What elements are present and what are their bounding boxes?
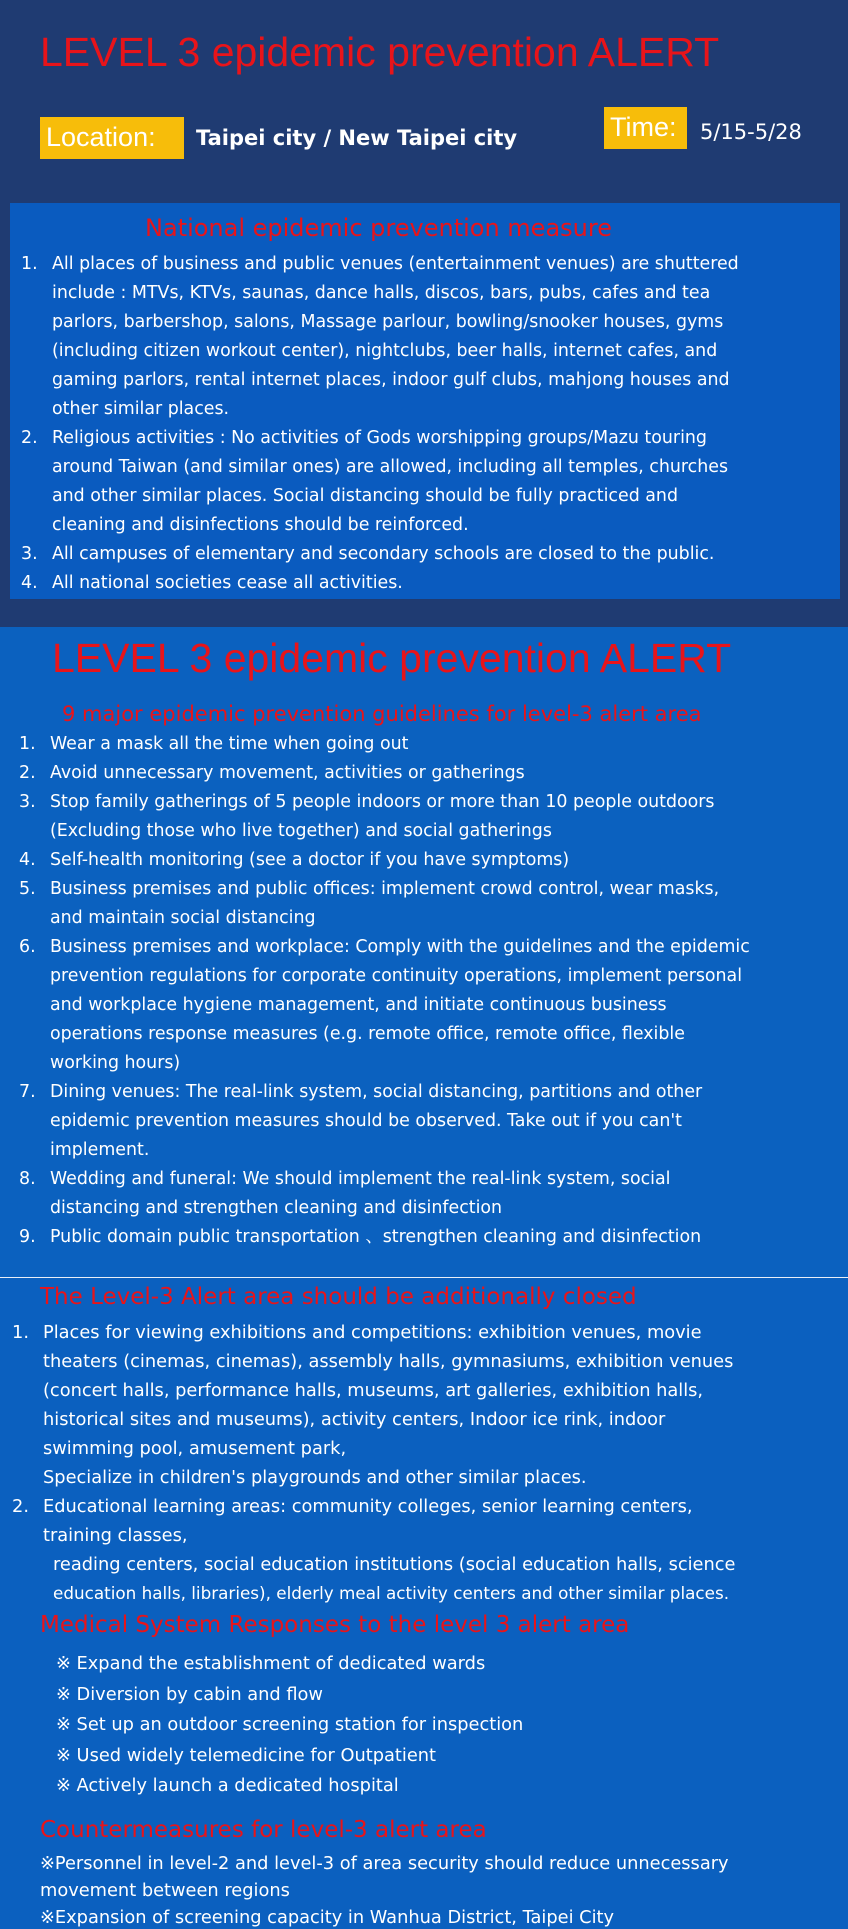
item-number: 1. [19,734,36,754]
national-measures-list [21,250,836,598]
list-item [21,250,836,424]
item-line: Wedding and funeral: We should implement the real-link system, social [50,1169,671,1189]
item-line: reading centers, social education institutions (social education halls, science [53,1554,736,1575]
item-line: Public domain public transportation 、strengthen cleaning and disinfection [50,1227,702,1247]
guidelines-title: 9 major epidemic prevention guidelines for level-3 alert area [62,702,702,726]
location-value: Taipei city / New Taipei city [196,126,518,150]
item-line: distancing and strengthen cleaning and disinfection [50,1198,503,1218]
item-number: 4. [21,573,38,593]
item-line: training classes, [43,1525,188,1546]
item-line: epidemic prevention measures should be observed. Take out if you can't [50,1111,682,1131]
countermeasures-title: Countermeasures for level-3 alert area [40,1817,487,1843]
item-line: education halls, libraries), elderly meal activity centers and other similar places. [53,1583,730,1603]
item-number: 1. [21,254,38,274]
item-line: around Taiwan (and similar ones) are allowed, including all temples, churches [52,457,728,477]
item-line: theaters (cinemas, cinemas), assembly halls, gymnasiums, exhibition venues [43,1351,734,1372]
list-item: ※Personnel in level-2 and level-3 of area security should reduce unnecessary [40,1853,729,1874]
item-line: Religious activities : No activities of Gods worshipping groups/Mazu touring [52,428,707,448]
item-line: Stop family gatherings of 5 people indoors or more than 10 people outdoors [50,792,715,812]
list-item: movement between regions [40,1880,290,1901]
item-line: implement. [50,1140,150,1160]
time-label: Time: [604,107,687,149]
list-item [19,875,835,933]
medical-responses-list [56,1649,523,1802]
item-number: 1. [12,1322,29,1343]
item-number: 2. [19,763,36,783]
list-item [19,846,835,875]
item-number: 5. [19,879,36,899]
item-number: 9. [19,1227,36,1247]
item-line: and maintain social distancing [50,908,316,928]
item-line: Self-health monitoring (see a doctor if you have symptoms) [50,850,570,870]
medical-responses-title: Medical System Responses to the level 3 alert area [40,1612,630,1638]
item-line: historical sites and museums), activity centers, Indoor ice rink, indoor [43,1409,666,1430]
item-number: 3. [19,792,36,812]
item-line: (Excluding those who live together) and social gatherings [50,821,552,841]
list-item [12,1492,842,1608]
item-line: Avoid unnecessary movement, activities or gatherings [50,763,525,783]
item-line: Business premises and workplace: Comply with the guidelines and the epidemic [50,937,750,957]
list-item [19,1165,835,1223]
countermeasures-list [40,1850,840,1929]
list-item [19,1223,835,1252]
guidelines-list [19,730,835,1252]
item-line: All campuses of elementary and secondary schools are closed to the public. [52,544,715,564]
list-item: ※ Actively launch a dedicated hospital [56,1775,399,1796]
list-item [19,788,835,846]
list-item: ※ Used widely telemedicine for Outpatient [56,1744,437,1766]
list-item [12,1318,842,1492]
item-line: and workplace hygiene management, and initiate continuous business [50,995,667,1015]
item-line: include : MTVs, KTVs, saunas, dance halls, discos, bars, pubs, cafes and tea [52,283,711,303]
item-line: (concert halls, performance halls, museums, art galleries, exhibition halls, [43,1380,704,1401]
item-line: (including citizen workout center), nightclubs, beer halls, internet cafes, and [52,341,718,361]
item-line: cleaning and disinfections should be reinforced. [52,515,469,535]
closed-areas-title: The Level-3 Alert area should be additionally closed [40,1284,637,1310]
national-measures-title: National epidemic prevention measure [145,214,612,242]
item-line: gaming parlors, rental internet places, indoor gulf clubs, mahjong houses and [52,370,730,390]
item-line: operations response measures (e.g. remote office, remote office, flexible [50,1024,685,1044]
item-line: prevention regulations for corporate continuity operations, implement personal [50,966,743,986]
item-line: Educational learning areas: community colleges, senior learning centers, [43,1496,693,1517]
list-item [19,933,835,1078]
item-number: 3. [21,544,38,564]
item-line: and other similar places. Social distancing should be fully practiced and [52,486,678,506]
list-item [21,540,836,569]
item-line: All places of business and public venues (entertainment venues) are shuttered [52,254,739,274]
item-line: swimming pool, amusement park, [43,1438,347,1459]
item-number: 2. [21,428,38,448]
item-number: 7. [19,1082,36,1102]
item-line: Specialize in children's playgrounds and other similar places. [43,1467,587,1488]
item-line: working hours) [50,1053,181,1073]
item-line: Dining venues: The real-link system, social distancing, partitions and other [50,1082,703,1102]
list-item: ※Expansion of screening capacity in Wanhua District, Taipei City [40,1907,615,1928]
list-item: ※ Set up an outdoor screening station for inspection [56,1714,524,1735]
item-line: Wear a mask all the time when going out [50,734,409,754]
item-line: Places for viewing exhibitions and competitions: exhibition venues, movie [43,1322,702,1343]
item-line: All national societies cease all activities. [52,573,403,593]
item-number: 2. [12,1496,29,1517]
page-title: LEVEL 3 epidemic prevention ALERT [40,29,720,75]
item-number: 8. [19,1169,36,1189]
list-item [19,759,835,788]
list-item [21,424,836,540]
item-line: other similar places. [52,399,230,419]
list-item [21,569,836,598]
time-value: 5/15-5/28 [700,120,802,144]
item-number: 4. [19,850,36,870]
list-item [19,730,835,759]
closed-areas-list [12,1318,842,1608]
list-item [19,1078,835,1165]
item-line: parlors, barbershop, salons, Massage parlour, bowling/snooker houses, gyms [52,312,724,332]
item-line: Business premises and public offices: implement crowd control, wear masks, [50,879,720,899]
alert-title: LEVEL 3 epidemic prevention ALERT [52,635,732,681]
item-number: 6. [19,937,36,957]
location-label: Location: [40,117,184,159]
list-item: ※ Diversion by cabin and flow [56,1683,323,1705]
list-item: ※ Expand the establishment of dedicated wards [56,1653,486,1674]
